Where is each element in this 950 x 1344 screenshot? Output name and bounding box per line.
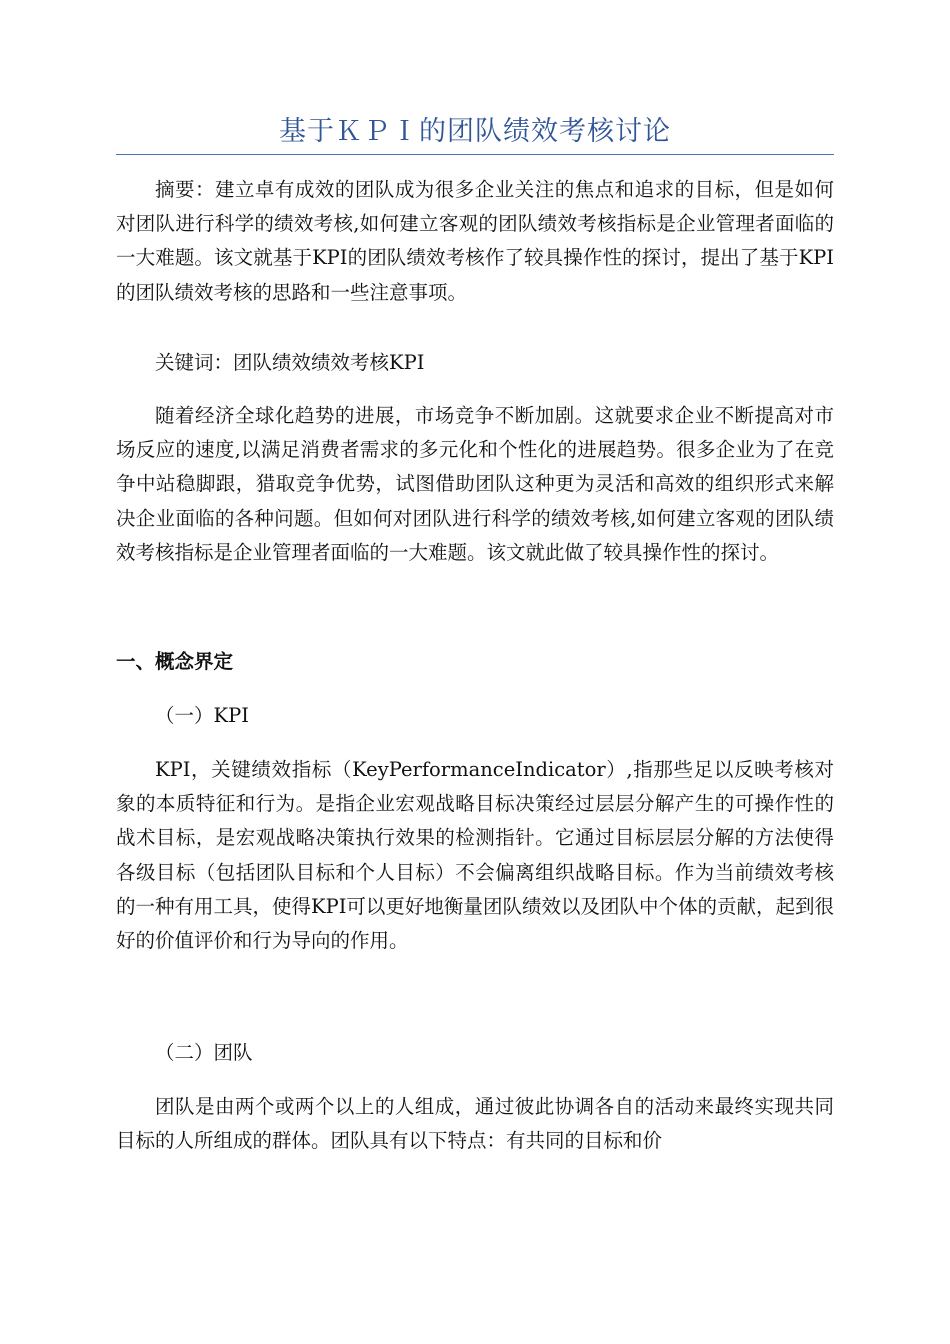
abstract-paragraph: 摘要：建立卓有成效的团队成为很多企业关注的焦点和追求的目标，但是如何对团队进行科学的绩效考核,如何建立客观的团队绩效考核指标是企业管理者面临的一大难题。该文就基于KPI的团队绩效考核作了较具操作性的探讨，提出了基于KPI的团队绩效考核的思路和一些注意事项。 bbox=[116, 178, 834, 304]
intro-paragraph: 随着经济全球化趋势的进展，市场竞争不断加剧。这就要求企业不断提高对市场反应的速度,以满足消费者需求的多元化和个性化的进展趋势。很多企业为了在竞争中站稳脚跟，猎取竞争优势，试图借助团队这种更为灵活和高效的组织形式来解决企业面临的各种问题。但如何对团队进行科学的绩效考核,如何建立客观的团队绩效考核指标是企业管理者面临的一大难题。该文就此做了较具操作性的探讨。 bbox=[116, 404, 834, 564]
keywords-paragraph: 关键词：团队绩效绩效考核KPI bbox=[155, 351, 425, 374]
kpi-paragraph: KPI，关键绩效指标（KeyPerformanceIndicator）,指那些足以反映考核对象的本质特征和行为。是指企业宏观战略目标决策经过层层分解产生的可操作性的战术目标，是宏观战略决策执行效果的检测指针。它通过目标层层分解的方法使得各级目标（包括团队目标和个人目标）不会偏离组织战略目标。作为当前绩效考核的一种有用工具，使得KPI可以更好地衡量团队绩效以及团队中个体的贡献，起到很好的价值评价和行为导向的作用。 bbox=[116, 758, 834, 953]
section-heading-concepts: 一、概念界定 bbox=[116, 650, 234, 673]
title-underline bbox=[116, 154, 834, 155]
team-paragraph: 团队是由两个或两个以上的人组成，通过彼此协调各自的活动来最终实现共同目标的人所组成的群体。团队具有以下特点：有共同的目标和价 bbox=[116, 1095, 834, 1153]
subsection-heading-kpi: （一）KPI bbox=[155, 704, 249, 727]
document-title: 基于ＫＰＩ的团队绩效考核讨论 bbox=[279, 116, 671, 147]
subsection-heading-team: （二）团队 bbox=[155, 1041, 253, 1064]
